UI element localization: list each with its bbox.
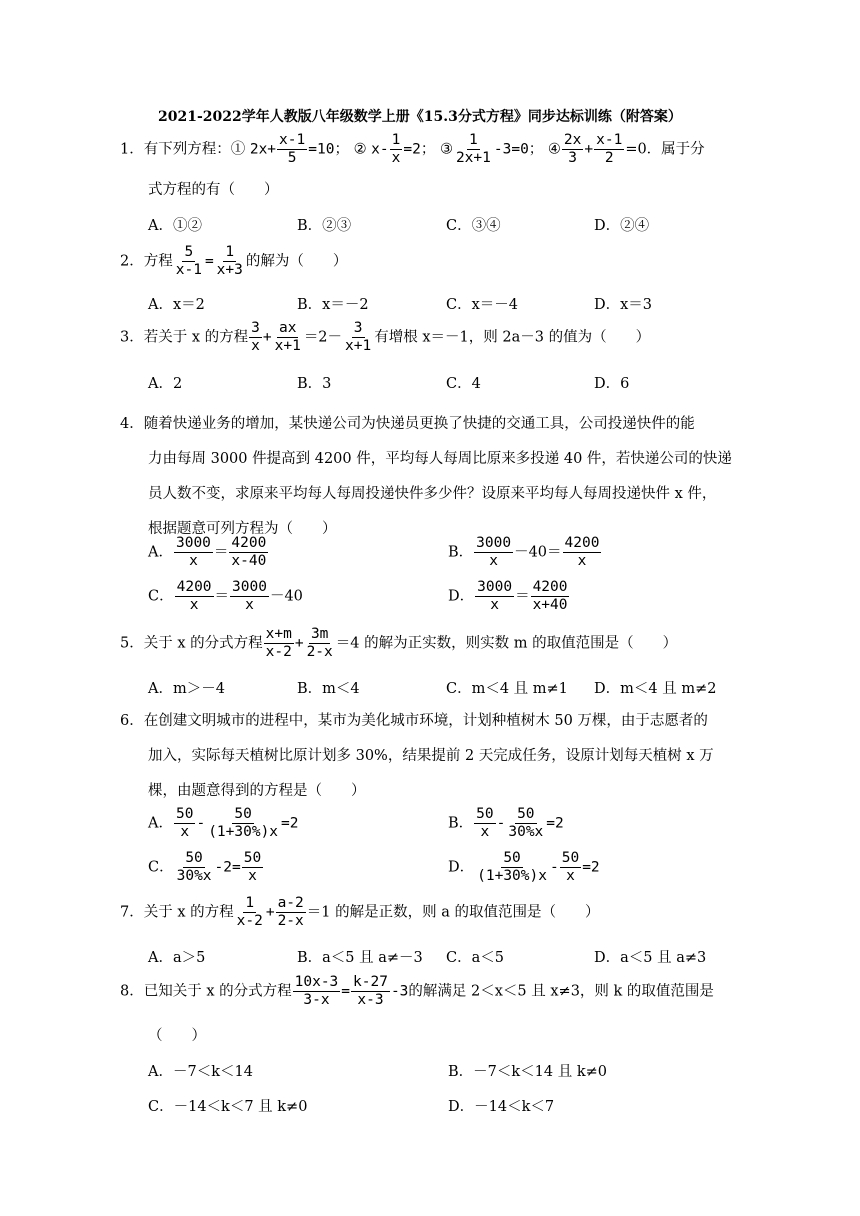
question-text: ＝1 的解是正数，则 a 的取值范围是（ ） — [306, 904, 600, 921]
math-text: - — [496, 815, 506, 832]
equation-marker: ④ — [547, 141, 561, 158]
option-label: D． — [448, 588, 475, 605]
option-d[interactable]: D．x＝3 — [594, 297, 653, 313]
option-d[interactable]: D．②④ — [594, 218, 650, 234]
option-label: C． — [148, 859, 174, 876]
math-text: -2= — [214, 859, 241, 876]
fraction: $\frac{x-1}{2}$ — [596, 132, 623, 166]
math-text: =2 — [281, 815, 299, 832]
fraction: $\frac{4200}{x}$ — [564, 535, 600, 569]
equation-marker: ② — [353, 141, 367, 158]
option-a[interactable]: A．2 — [148, 376, 183, 392]
fraction: $\frac{3m}{2-x}$ — [306, 626, 333, 660]
math-text: =2 — [582, 859, 600, 876]
option-d[interactable] — [448, 579, 570, 614]
question-7 — [120, 895, 599, 930]
equation-marker: ① — [230, 141, 246, 158]
fraction: $\frac{50}{(1+30\%)x}$ — [477, 850, 547, 884]
fraction: $\frac{50}{x}$ — [243, 850, 262, 884]
math-text: + — [294, 635, 304, 652]
option-b[interactable]: B．a＜5 且 a≠－3 — [297, 950, 423, 966]
option-b[interactable] — [448, 535, 602, 570]
question-text: 加入，实际每天植树比原计划多 30%，结果提前 2 天完成任务，设原计划每天植树 x 万 — [148, 748, 714, 764]
question-number: 2． — [120, 253, 144, 270]
option-label: A． — [148, 815, 173, 832]
math-text: ＝ — [214, 588, 230, 605]
fraction: $\frac{50}{30\%x}$ — [508, 806, 544, 840]
fraction: $\frac{1}{x+3}$ — [216, 244, 243, 278]
question-text: 有增根 x＝－1，则 2a－3 的值为（ ） — [374, 329, 651, 346]
option-c[interactable]: C．m＜4 且 m≠1 — [446, 681, 568, 697]
question-number: 1． — [120, 141, 144, 158]
question-stem: 若关于 x 的方程 — [143, 329, 249, 346]
math-text: - — [549, 859, 559, 876]
fraction: $\frac{3000}{x}$ — [477, 579, 513, 613]
option-d[interactable]: D．－14＜k＜7 — [448, 1099, 555, 1115]
math-text: -3=0； — [493, 141, 544, 158]
fraction: $\frac{2x}{3}$ — [563, 132, 582, 166]
question-3 — [120, 320, 650, 355]
math-text: -3 — [390, 983, 409, 1000]
fraction: $\frac{ax}{x+1}$ — [274, 320, 301, 354]
question-6 — [120, 703, 708, 739]
option-label: B． — [448, 544, 474, 561]
question-text: 的解满足 2＜x＜5 且 x≠3，则 k 的取值范围是 — [408, 983, 714, 1000]
math-text: =2 — [546, 815, 564, 832]
option-d[interactable]: D．a＜5 且 a≠3 — [594, 950, 707, 966]
fraction: $\frac{50}{30\%x}$ — [176, 850, 212, 884]
question-4 — [120, 406, 695, 442]
fraction: $\frac{3000}{x}$ — [175, 535, 211, 569]
question-text: 根据题意可列方程为（ ） — [148, 521, 337, 537]
fraction: $\frac{1}{x}$ — [391, 132, 401, 166]
question-8 — [120, 974, 714, 1009]
fraction: $\frac{3000}{x}$ — [232, 579, 267, 613]
option-label: D． — [448, 859, 475, 876]
fraction: $\frac{3}{x+1}$ — [345, 320, 372, 354]
fraction: $\frac{1}{x-2}$ — [236, 895, 263, 929]
option-b[interactable]: B．m＜4 — [297, 681, 360, 697]
fraction: $\frac{a-2}{2-x}$ — [277, 895, 304, 929]
option-b[interactable]: B．②③ — [297, 218, 352, 234]
fraction: $\frac{x+m}{x-2}$ — [265, 626, 292, 660]
option-d[interactable]: D．m＜4 且 m≠2 — [594, 681, 717, 697]
option-c[interactable] — [148, 850, 264, 885]
option-a[interactable]: A．x＝2 — [148, 297, 205, 313]
math-text: + — [265, 904, 275, 921]
question-text: 随着快递业务的增加，某快递公司为快递员更换了快捷的交通工具，公司投递快件的能 — [143, 416, 695, 432]
question-stem: 有下列方程： — [143, 141, 231, 158]
option-b[interactable]: B．3 — [297, 376, 332, 392]
math-text: 2x+ — [249, 141, 277, 158]
math-text: =10； — [308, 141, 349, 158]
question-text: 式方程的有（ ） — [148, 182, 279, 198]
question-number: 7． — [120, 904, 144, 921]
option-label: B． — [448, 815, 474, 832]
question-number: 3． — [120, 329, 144, 346]
question-5 — [120, 626, 677, 661]
option-b[interactable]: B．x＝－2 — [297, 297, 369, 313]
fraction: $\frac{3}{x}$ — [251, 320, 260, 354]
question-text: ＝4 的解为正实数，则实数 m 的取值范围是（ ） — [335, 635, 678, 652]
math-text: - — [196, 815, 206, 832]
fraction: $\frac{4200}{x+40}$ — [532, 579, 568, 613]
fraction: $\frac{5}{x-1}$ — [175, 244, 202, 278]
question-stem: 关于 x 的方程 — [143, 904, 234, 921]
math-text: = — [204, 253, 214, 270]
option-a[interactable]: A．m＞－4 — [148, 681, 225, 697]
option-label: C． — [148, 588, 174, 605]
option-d[interactable] — [448, 850, 600, 885]
fraction: $\frac{k-27}{x-3}$ — [353, 974, 388, 1008]
math-text: ＝ — [213, 544, 229, 561]
option-c[interactable]: C．a＜5 — [446, 950, 504, 966]
question-text: 在创建文明城市的进程中，某市为美化城市环境，计划种植树木 50 万棵，由于志愿者的 — [143, 713, 708, 729]
option-c[interactable] — [148, 579, 303, 614]
option-a[interactable]: A．a＞5 — [148, 950, 206, 966]
fraction: $\frac{50}{(1+30\%)x}$ — [208, 806, 279, 840]
option-b[interactable]: B．－7＜k＜14 且 k≠0 — [448, 1064, 607, 1080]
fraction: $\frac{3000}{x}$ — [476, 535, 512, 569]
option-c[interactable]: C．③④ — [446, 218, 501, 234]
option-a[interactable]: A．①② — [148, 218, 202, 234]
option-d[interactable]: D．6 — [594, 376, 630, 392]
question-text: （ ） — [148, 1028, 206, 1044]
fraction: $\frac{x-1}{5}$ — [279, 132, 306, 166]
question-stem: 关于 x 的分式方程 — [143, 635, 263, 652]
question-text: 棵，由题意得到的方程是（ ） — [148, 783, 366, 799]
question-number: 4． — [120, 416, 144, 432]
question-text: 力由每周 3000 件提高到 4200 件，平均每人每周比原来多投递 40 件，若快递公司的快递 — [148, 451, 732, 467]
math-text: －40 — [269, 588, 303, 605]
page-title: 2021-2022学年人教版八年级数学上册《15.3分式方程》同步达标训练（附答案） — [158, 109, 682, 125]
fraction: $\frac{50}{x}$ — [476, 806, 494, 840]
question-number: 8． — [120, 983, 144, 1000]
option-a[interactable] — [148, 535, 269, 570]
question-stem: 方程 — [143, 253, 173, 270]
option-c[interactable]: C．－14＜k＜7 且 k≠0 — [148, 1099, 308, 1115]
fraction: $\frac{4200}{x}$ — [176, 579, 212, 613]
math-text: = — [341, 983, 351, 1000]
question-text: 员人数不变，求原来平均每人每周投递快件多少件？设原来平均每人每周投递快件 x 件， — [148, 486, 717, 502]
question-text: 的解为（ ） — [245, 253, 348, 270]
option-a[interactable]: A．－7＜k＜14 — [148, 1064, 253, 1080]
option-b[interactable] — [448, 806, 564, 841]
math-text: －40＝ — [514, 544, 562, 561]
math-text: + — [262, 329, 272, 346]
math-text: =2； — [403, 141, 436, 158]
option-a[interactable] — [148, 806, 299, 841]
math-text: + — [584, 141, 594, 158]
fraction: $\frac{50}{x}$ — [175, 806, 194, 840]
fraction: $\frac{10x-3}{3-x}$ — [294, 974, 339, 1008]
fraction: $\frac{4200}{x-40}$ — [231, 535, 267, 569]
question-number: 5． — [120, 635, 144, 652]
option-label: A． — [148, 544, 173, 561]
fraction: $\frac{1}{2x+1}$ — [455, 132, 491, 166]
fraction: $\frac{50}{x}$ — [561, 850, 580, 884]
math-text: ＝2－ — [303, 329, 343, 346]
question-1 — [120, 132, 705, 167]
question-number: 6． — [120, 713, 144, 729]
math-text: =0．属于分 — [625, 141, 705, 158]
option-c[interactable]: C．4 — [446, 376, 481, 392]
question-2 — [120, 244, 347, 279]
question-stem: 已知关于 x 的分式方程 — [143, 983, 292, 1000]
math-text: ＝ — [515, 588, 530, 605]
math-text: x- — [371, 141, 389, 158]
equation-marker: ③ — [439, 141, 453, 158]
option-c[interactable]: C．x＝－4 — [446, 297, 518, 313]
